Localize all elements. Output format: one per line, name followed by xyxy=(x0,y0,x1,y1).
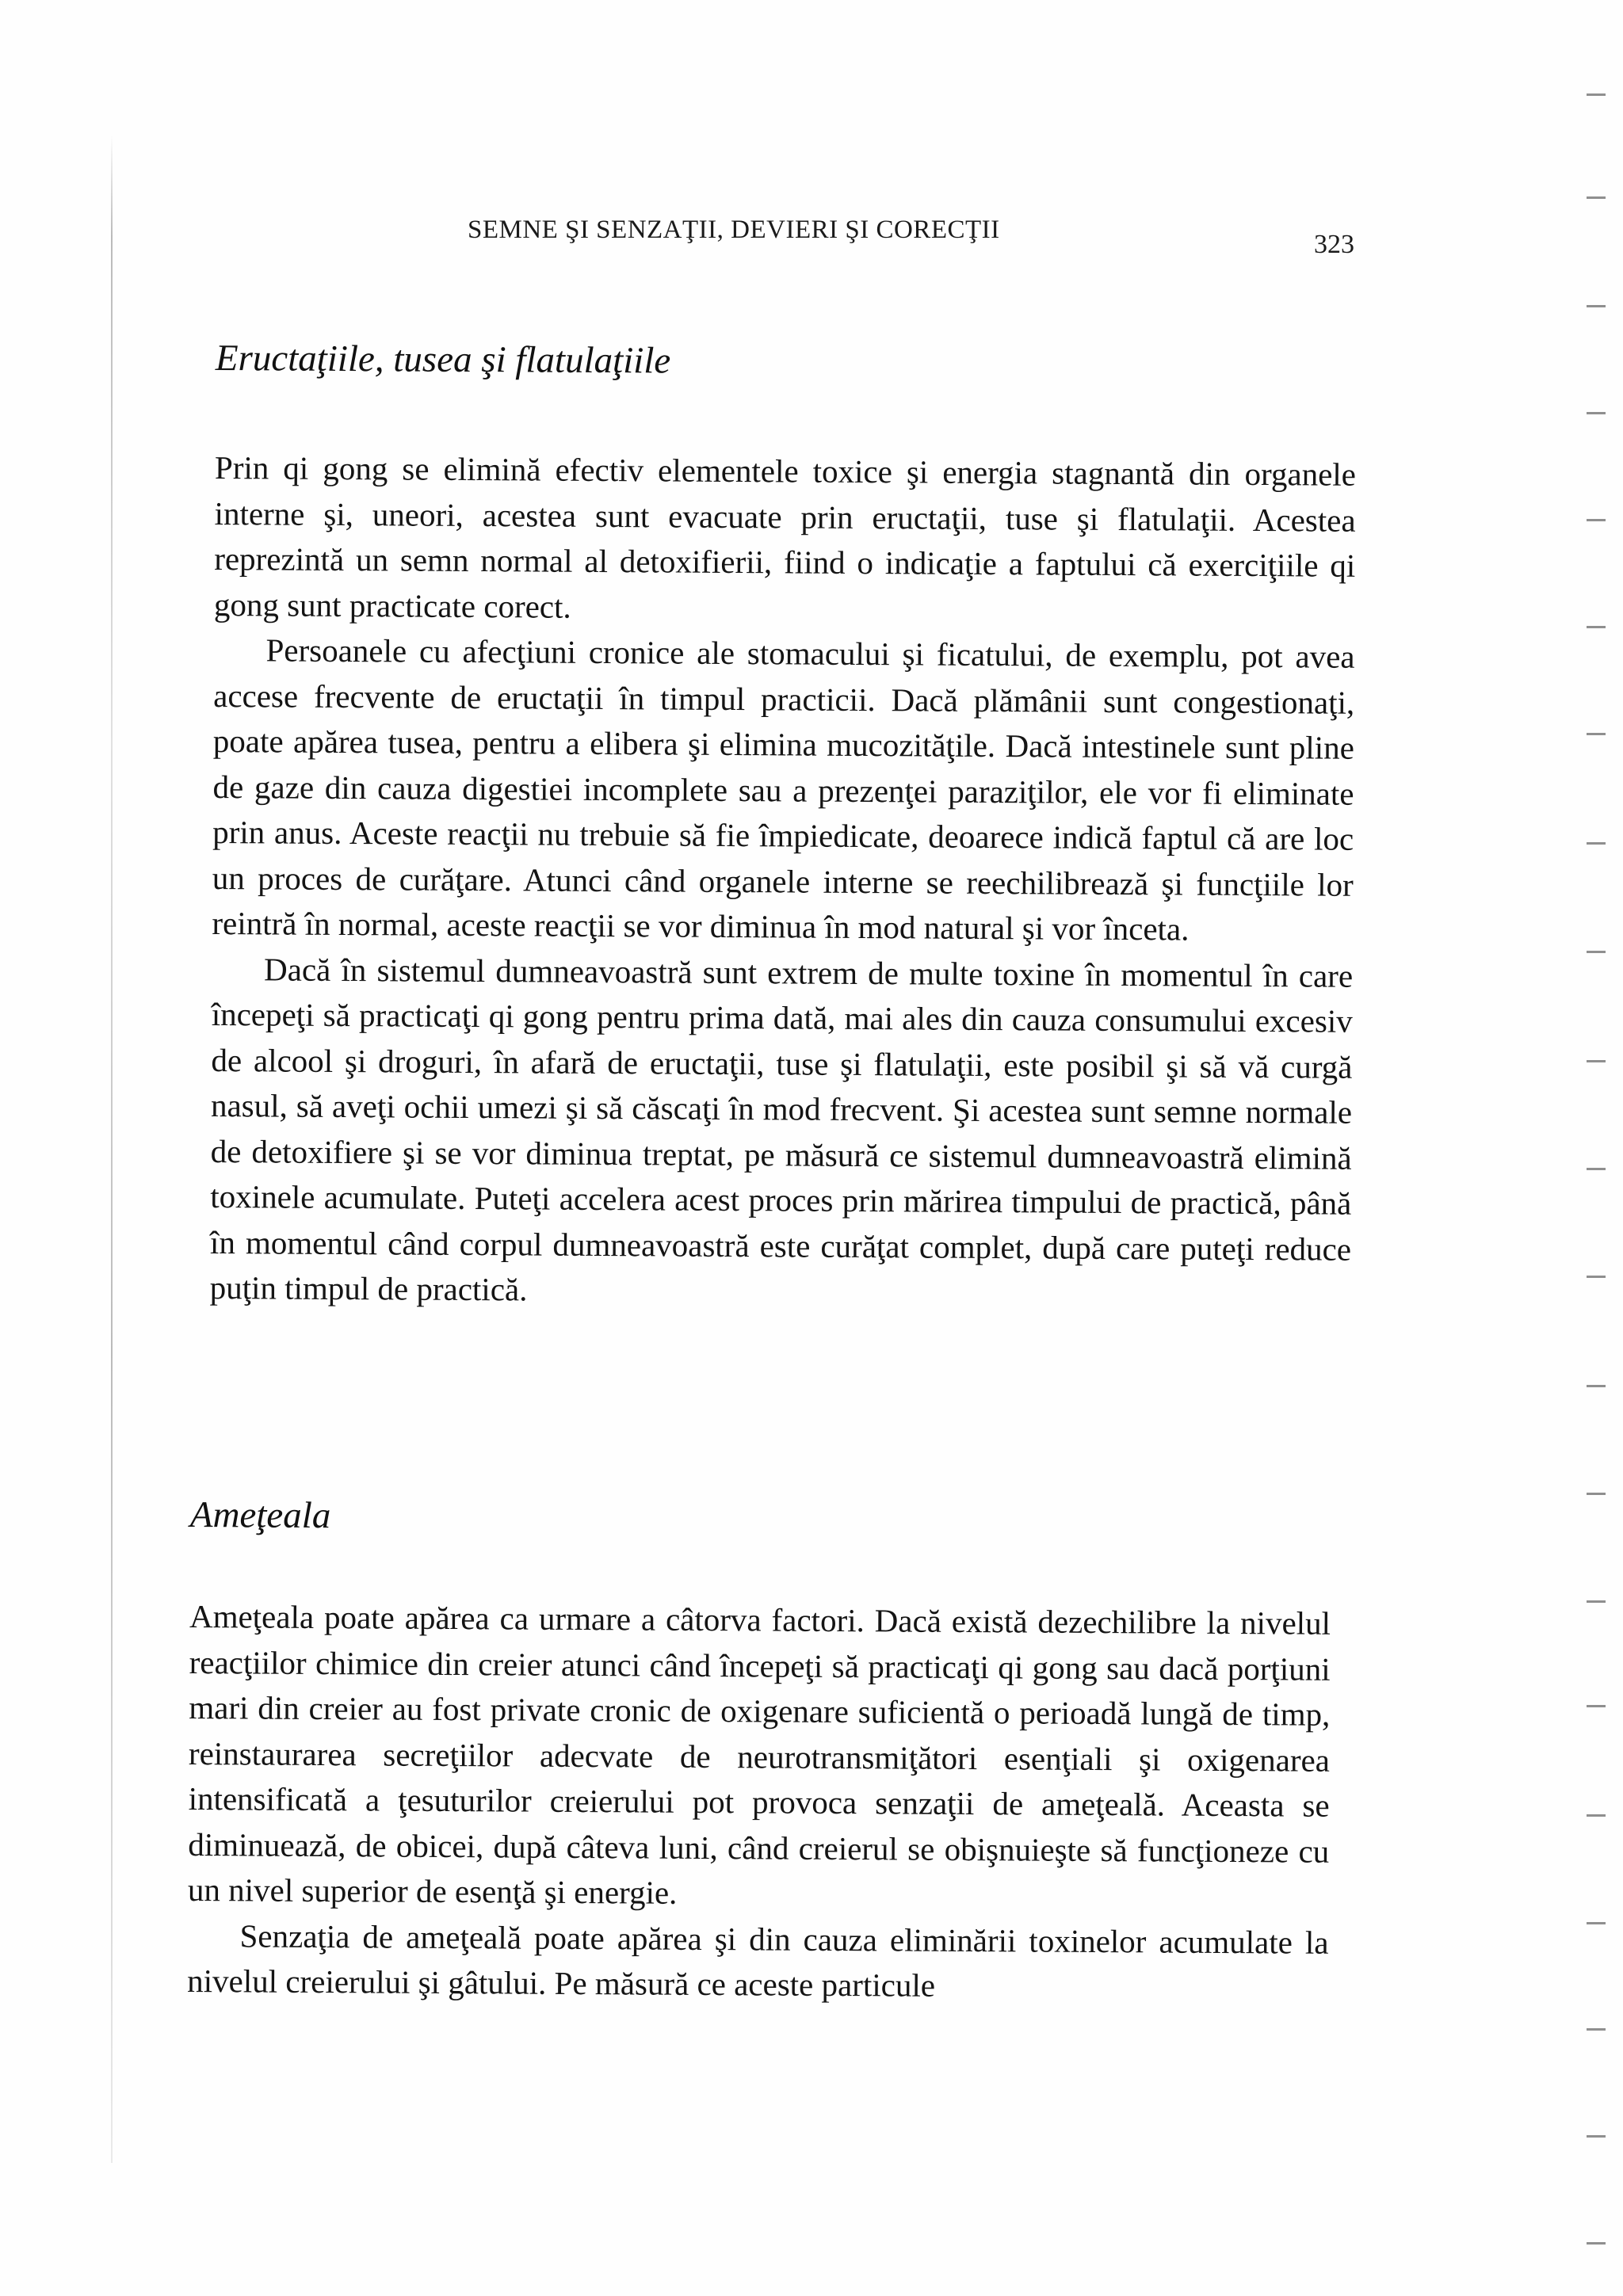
edge-mark xyxy=(1587,1385,1606,1387)
edge-mark xyxy=(1587,1814,1606,1817)
paragraph: Prin qi gong se elimină efectiv elementele toxice şi energia stagnantă din organele interne şi, uneori, acestea sunt evacuate prin eructaţii, tuse şi flatulaţii. Acestea reprezintă un semn normal al detoxifierii, fiind o indicaţie a faptului că exerciţiile qi gong sunt practicate corect. xyxy=(213,448,1357,625)
section-dizziness xyxy=(187,1493,1331,2011)
edge-mark xyxy=(1587,519,1606,521)
edge-mark xyxy=(1587,626,1606,628)
edge-mark xyxy=(1587,1060,1606,1062)
edge-mark xyxy=(1587,1705,1606,1707)
paragraph: Dacă în sistemul dumneavoastră sunt extrem de multe toxine în momentul în care începeţi să practicaţi qi gong pentru prima dată, mai ales din cauza consumului excesiv de alcool şi droguri, în afară de eructaţii, tuse şi flatulaţii, este posibil şi să vă curgă nasul, să aveţi ochii umezi şi să căscaţi în mod frecvent. Şi acestea sunt semne normale de detoxifiere şi se vor diminua treptat, pe măsură ce sistemul dumneavoastră elimină toxinele acumulate. Puteţi accelera acest proces prin mărirea timpului de practică, până în momentul când corpul dumneavoastră este curăţat complet, după care puteţi reduce puţin timpul de practică. xyxy=(209,950,1354,1308)
edge-mark xyxy=(1587,2028,1606,2031)
edge-mark xyxy=(1587,951,1606,953)
scan-margin-line xyxy=(111,135,113,2163)
section-title: Ameţeala xyxy=(189,1494,331,1537)
edge-mark xyxy=(1587,196,1606,199)
running-header: SEMNE ŞI SENZAŢII, DEVIERI ŞI CORECŢII xyxy=(468,215,1000,244)
edge-mark xyxy=(1587,2135,1606,2138)
edge-mark xyxy=(1587,1276,1606,1278)
paragraph: Senzaţia de ameţeală poate apărea şi din cauza eliminării toxinelor acumulate la nivelul creierului şi gâtului. Pe măsură ce aceste particule xyxy=(187,1917,1329,2004)
edge-mark xyxy=(1587,1600,1606,1603)
edge-mark xyxy=(1587,305,1606,307)
edge-mark xyxy=(1587,842,1606,845)
paragraph: Ameţeala poate apărea ca urmare a câtorva factori. Dacă există dezechilibre la nivelul reacţiilor chimice din creier atunci când începeţi să practicaţi qi gong sau dacă porţiuni mari din creier au fost private cronic de oxigenare suficientă o perioadă lungă de timp, reinstaurarea secreţiilor adecvate de neurotransmiţători esenţiali şi oxigenarea intensificată a ţesuturilor creierului pot provoca senzaţii de ameţeală. Aceasta se diminuează, de obicei, după câteva luni, când creierul se obişnuieşte să funcţioneze cu un nivel superior de esenţă şi energie. xyxy=(187,1597,1331,1911)
edge-mark xyxy=(1587,1168,1606,1170)
edge-mark xyxy=(1587,1922,1606,1924)
paragraph: Persoanele cu afecţiuni cronice ale stomacului şi ficatului, de exemplu, pot avea accese frecvente de eructaţii în timpul practicii. Dacă plămânii sunt congestionaţi, poate apărea tusea, pentru a elibera şi elimina mucozităţile. Dacă intestinele sunt pline de gaze din cauza digestiei incomplete sau a prezenţei paraziţilor, ele vor fi eliminate prin anus. Aceste reacţii nu trebuie să fie împiedicate, deoarece indică faptul că are loc un proces de curăţare. Atunci când organele interne se reechilibrează şi funcţiile lor reintră în normal, aceste reacţii se vor diminua în mod natural şi vor înceta. xyxy=(212,631,1355,948)
section-title: Eructaţiile, tusea şi flatulaţiile xyxy=(215,337,671,382)
edge-mark xyxy=(1587,412,1606,414)
scan-edge-marks xyxy=(1575,0,1623,2296)
edge-mark xyxy=(1587,1493,1606,1495)
edge-mark xyxy=(1587,93,1606,96)
edge-mark xyxy=(1587,733,1606,735)
section-eructations xyxy=(209,337,1356,1318)
page-number: 323 xyxy=(1314,230,1354,259)
edge-mark xyxy=(1587,2242,1606,2245)
